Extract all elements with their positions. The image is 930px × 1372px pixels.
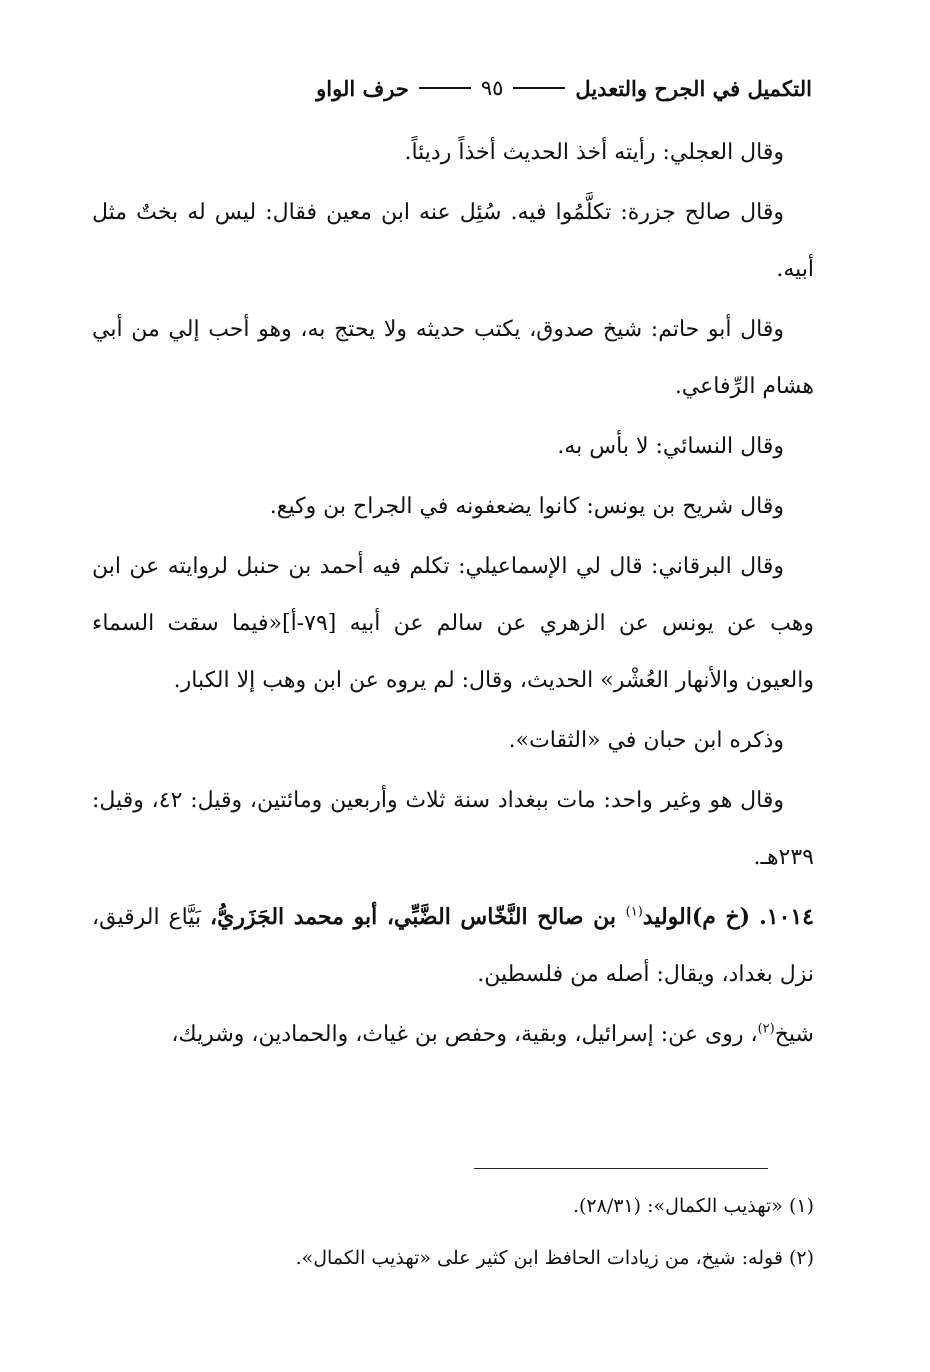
paragraph: وذكره ابن حبان في «الثقات». bbox=[508, 728, 784, 753]
paragraph-rest: ، روى عن: إسرائيل، وبقية، وحفص بن غياث، والحمادين، وشريك، bbox=[171, 1022, 758, 1047]
section-title: حرف الواو bbox=[316, 75, 409, 101]
paragraph: وقال أبو حاتم: شيخ صدوق، يكتب حديثه ولا يحتج به، وهو أحب إلي من أبي هشام الرِّفاعي. bbox=[92, 317, 814, 399]
paragraph: وقال العجلي: رأيته أخذ الحديث أخذاً رديئاً. bbox=[404, 140, 784, 165]
biography-entry bbox=[92, 889, 814, 1003]
paragraph-start: شيخ bbox=[774, 1022, 814, 1047]
paragraph: وقال شريح بن يونس: كانوا يضعفونه في الجراح بن وكيع. bbox=[269, 494, 784, 519]
entry-name-rest: بن صالح النَّخّاس الضَّبِّي، أبو محمد الجَزَريُّ، bbox=[210, 904, 626, 930]
paragraph: وقال البرقاني: قال لي الإسماعيلي: تكلم فيه أحمد بن حنبل لروايته عن ابن وهب عن يونس عن الزهري عن سالم عن أبيه [٧٩-أ]«فيما سقت السماء والعيون والأنهار العُشْر» الحديث، وقال: لم يروه عن ابن وهب إلا الكبار. bbox=[92, 554, 814, 693]
main-text bbox=[92, 124, 814, 1066]
footnote-ref: (٢) bbox=[757, 1021, 775, 1037]
footnote-ref: (١) bbox=[625, 904, 643, 920]
header-dash bbox=[419, 87, 471, 89]
entry-text: بَيَّاع الرقيق، نزل بغداد، ويقال: أصله من فلسطين. bbox=[92, 905, 814, 987]
book-title: التكميل في الجرح والتعديل bbox=[575, 75, 812, 101]
footnote: (٢) قوله: شيخ، من زيادات الحافظ ابن كثير على «تهذيب الكمال». bbox=[295, 1247, 814, 1269]
entry-number: ١٠١٤. bbox=[759, 904, 814, 930]
paragraph: وقال هو وغير واحد: مات ببغداد سنة ثلاث وأربعين ومائتين، وقيل: ٤٢، وقيل: ٢٣٩هـ. bbox=[92, 788, 814, 870]
footnotes bbox=[92, 1180, 814, 1284]
paragraph bbox=[92, 1006, 814, 1063]
page-number: ٩٥ bbox=[480, 76, 504, 100]
paragraph: وقال صالح جزرة: تكلَّمُوا فيه. سُئِل عنه ابن معين فقال: ليس له بختٌ مثل أبيه. bbox=[92, 200, 814, 282]
footnote: (١) «تهذيب الكمال»: (٢٨/٣١). bbox=[572, 1195, 814, 1217]
entry-name: الوليد bbox=[642, 904, 692, 930]
header-dash bbox=[513, 87, 565, 89]
page-header bbox=[170, 66, 812, 110]
paragraph: وقال النسائي: لا بأس به. bbox=[557, 434, 784, 459]
entry-symbols: (خ م) bbox=[691, 904, 751, 930]
footnote-divider bbox=[474, 1168, 768, 1169]
